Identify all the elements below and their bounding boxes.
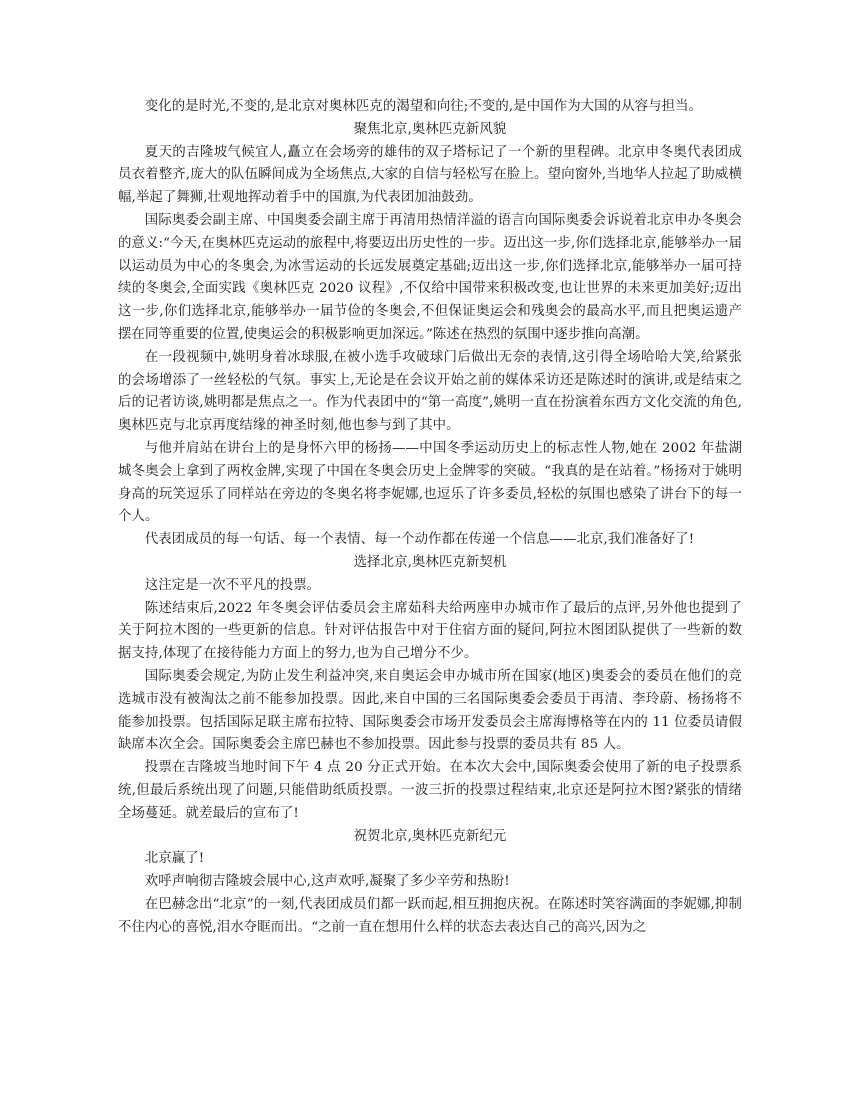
paragraph-intro: 变化的是时光,不变的,是北京对奥林匹克的渴望和向往;不变的,是中国作为大国的从容与担当。 <box>144 99 703 114</box>
paragraph: 在巴赫念出“北京”的一刻,代表团成员们都一跃而起,相互拥抱庆祝。在陈述时笑容满面的李妮娜,抑制不住内心的喜悦,泪水夺眶而出。“之前一直在想用什么样的状态去表达自己的高兴,因为之 <box>118 896 742 935</box>
section-heading-choose: 选择北京,奥林匹克新契机 <box>353 554 507 570</box>
paragraph: 在一段视频中,姚明身着冰球服,在被小选手攻破球门后做出无奈的表情,这引得全场哈哈大笑,给紧张的会场增添了一丝轻松的气氛。事实上,无论是在会议开始之前的媒体采访还是陈述时的演讲,或是结束之后的记者访谈,姚明都是焦点之一。作为代表团中的“第一高度”,姚明一直在扮演着东西方文化交流的角色,奥林匹克与北京再度结缘的神圣时刻,他也参与到了其中。 <box>118 349 742 434</box>
paragraph: 欢呼声响彻吉隆坡会展中心,这声欢呼,凝聚了多少辛劳和热盼! <box>144 874 510 890</box>
paragraph: 这注定是一次不平凡的投票。 <box>144 577 321 593</box>
paragraph: 夏天的吉隆坡气候宜人,矗立在会场旁的雄伟的双子塔标记了一个新的里程碑。北京申冬奥代表团成员衣着整齐,庞大的队伍瞬间成为全场焦点,大家的自信与轻松写在脸上。望向窗外,当地华人拉起了助威横幅,举起了舞狮,壮观地挥动着手中的国旗,为代表团加油鼓劲。 <box>118 144 742 206</box>
paragraph: 北京赢了! <box>144 851 205 867</box>
paragraph: 投票在吉隆坡当地时间下午 4 点 20 分正式开始。在本次大会中,国际奥委会使用了新的电子投票系统,但最后系统出现了问题,只能借助纸质投票。一波三折的投票过程结束,北京还是阿拉木图?紧张的情绪全场蔓延。就差最后的宣布了! <box>118 760 742 821</box>
article-body <box>118 96 742 939</box>
paragraph: 国际奥委会规定,为防止发生利益冲突,来自奥运会申办城市所在国家(地区)奥委会的委员在他们的竞选城市没有被淘汰之前不能参加投票。因此,来自中国的三名国际奥委会委员于再清、李玲蔚、杨扬将不能参加投票。包括国际足联主席布拉特、国际奥委会市场开发委员会主席海博格等在内的 11 位委员请假缺席本次全会。国际奥委会主席巴赫也不参加投票。因此参与投票的委员共有 85 人。 <box>118 668 742 753</box>
section-heading-congrats: 祝贺北京,奥林匹克新纪元 <box>353 828 507 844</box>
paragraph: 代表团成员的每一句话、每一个表情、每一个动作都在传递一个信息——北京,我们准备好了! <box>144 532 695 548</box>
paragraph: 与他并肩站在讲台上的是身怀六甲的杨扬——中国冬季运动历史上的标志性人物,她在 2002 年盐湖城冬奥会上拿到了两枚金牌,实现了中国在冬奥会历史上金牌零的突破。“我真的是在站着。”杨扬对于姚明身高的玩笑逗乐了同样站在旁边的冬奥名将李妮娜,也逗乐了许多委员,轻松的氛围也感染了讲台下的每一个人。 <box>118 440 742 525</box>
section-heading-focus: 聚焦北京,奥林匹克新风貌 <box>353 121 507 137</box>
paragraph: 国际奥委会副主席、中国奥委会副主席于再清用热情洋溢的语言向国际奥委会诉说着北京申办冬奥会的意义:“今天,在奥林匹克运动的旅程中,将要迈出历史性的一步。迈出这一步,你们选择北京,能够举办一届以运动员为中心的冬奥会,为冰雪运动的长远发展奠定基础;迈出这一步,你们选择北京,能够举办一届可持续的冬奥会,全面实践《奥林匹克 2020 议程》,不仅给中国带来积极改变,也让世界的未来更加美好;迈出这一步,你们选择北京,能够举办一届节俭的冬奥会,不但保证奥运会和残奥会的最高水平,而且把奥运遗产摆在同等重要的位置,使奥运会的积极影响更加深远。”陈述在热烈的氛围中逐步推向高潮。 <box>118 212 742 342</box>
paragraph: 陈述结束后,2022 年冬奥会评估委员会主席茹科夫给两座申办城市作了最后的点评,另外他也提到了关于阿拉木图的一些更新的信息。针对评估报告中对于住宿方面的疑问,阿拉木图团队提供了一些新的数据支持,体现了在接待能力方面上的努力,也为自己增分不少。 <box>118 600 742 662</box>
